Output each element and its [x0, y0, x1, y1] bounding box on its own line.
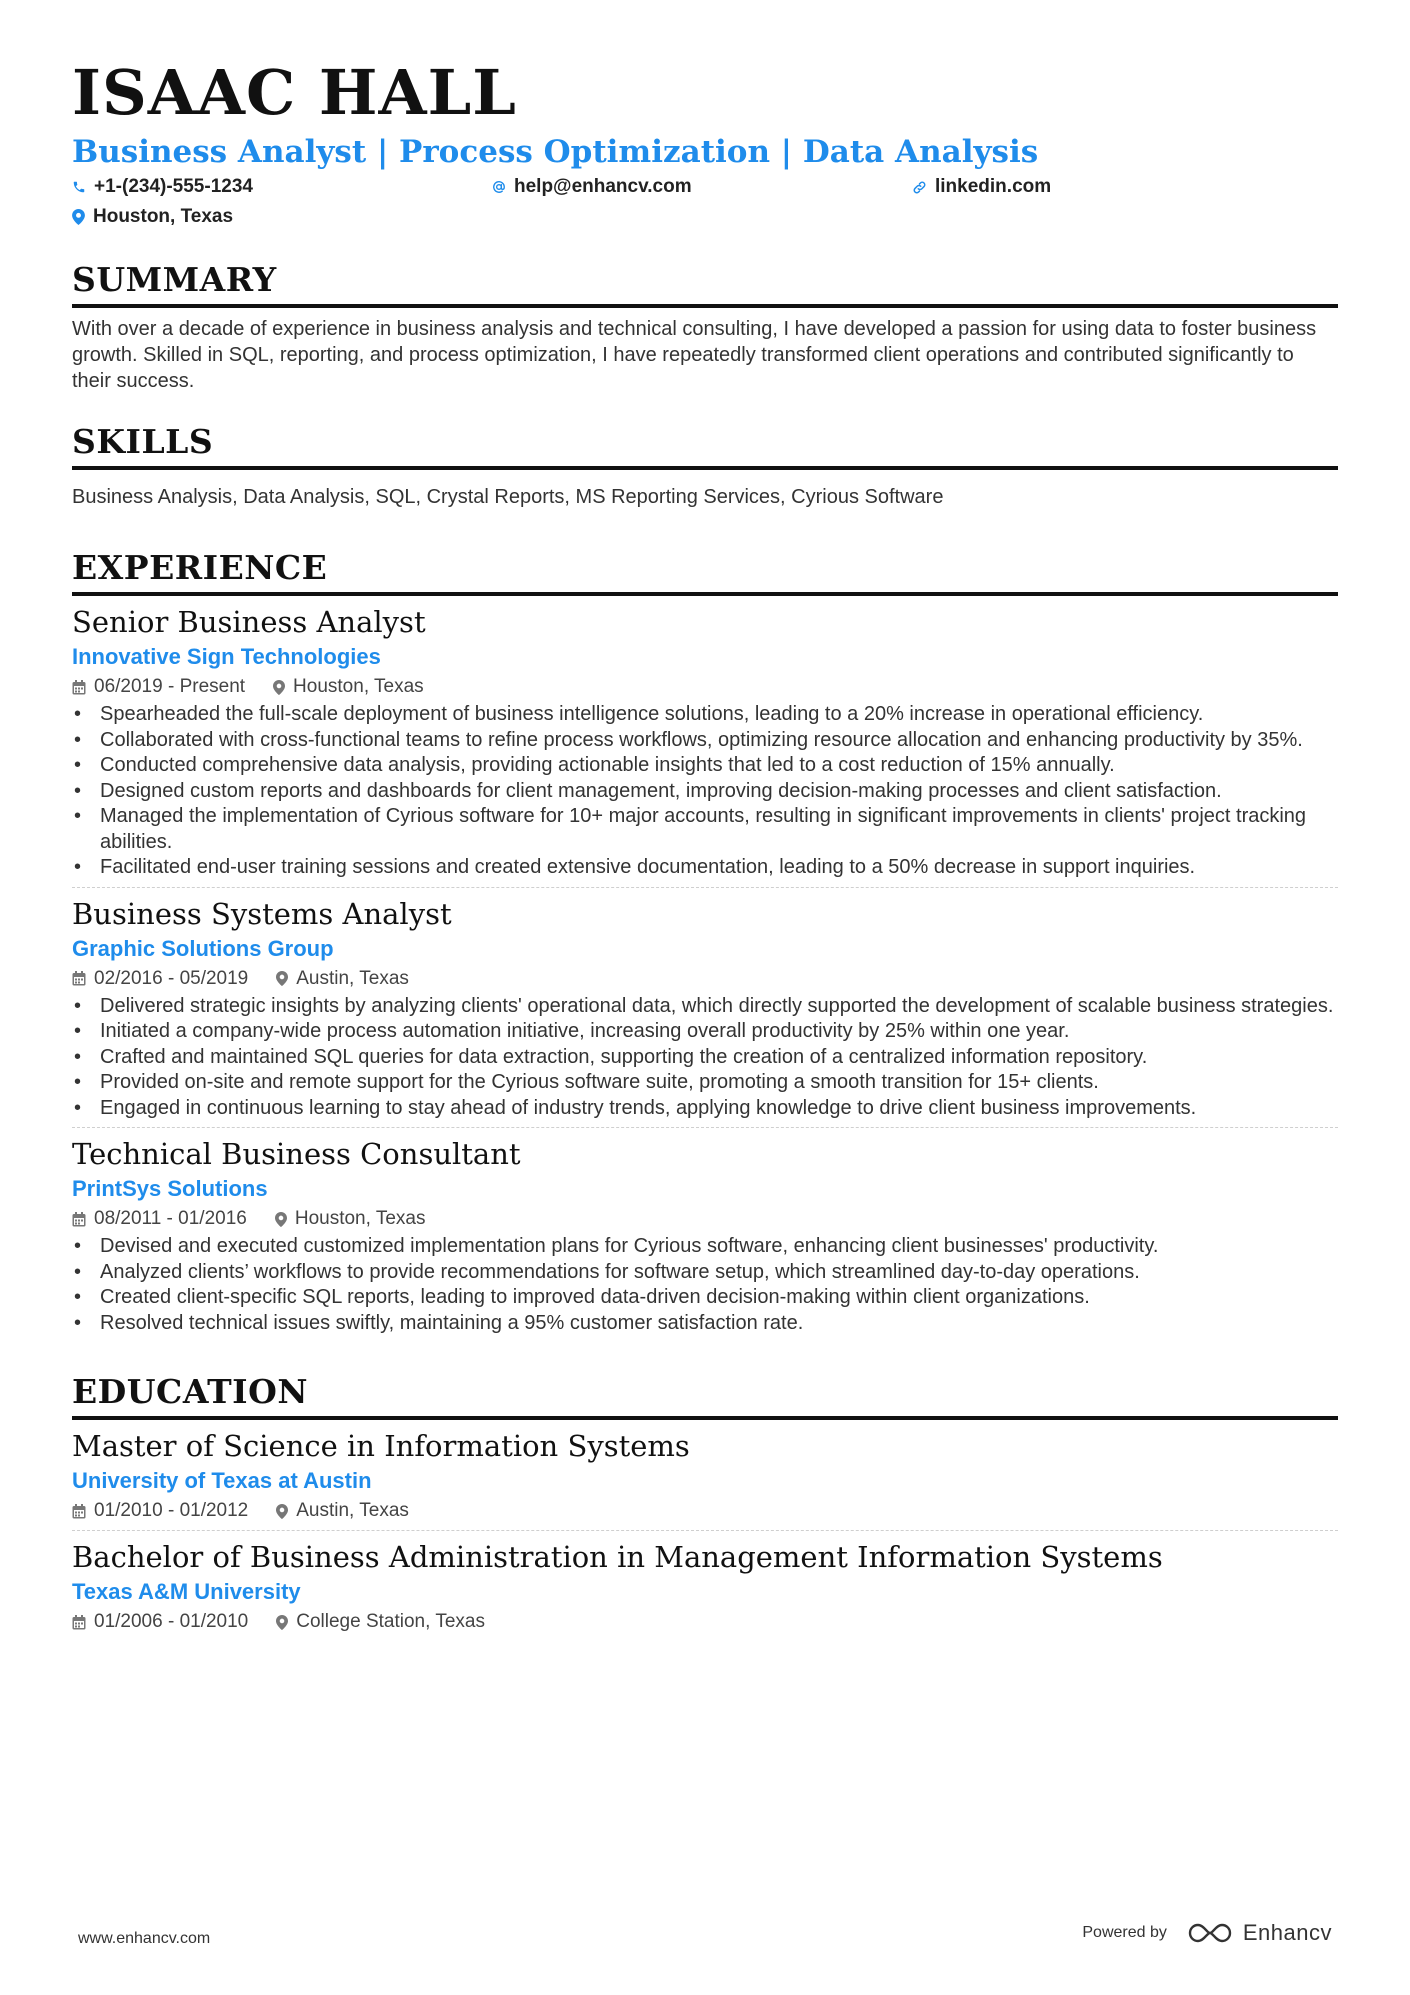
- education-title: EDUCATION: [72, 1372, 1338, 1420]
- experience-entry: [72, 888, 1338, 1129]
- experience-section: [72, 548, 1338, 1342]
- company-name: Graphic Solutions Group: [72, 935, 334, 961]
- education-dates: [72, 1498, 248, 1524]
- dates-text: 08/2011 - 01/2016: [94, 1208, 247, 1229]
- enhancv-logo-icon: [1187, 1921, 1233, 1945]
- achievement-item: • Facilitated end-user training sessions and created extensive documentation, leading to a 50% decrease in support inquiries.: [72, 855, 1338, 881]
- education-entry: [72, 1420, 1338, 1531]
- achievement-item: • Engaged in continuous learning to stay ahead of industry trends, applying knowledge to drive client business improvements.: [72, 1096, 1338, 1122]
- email-text: help@enhancv.com: [514, 176, 692, 197]
- location-text: Austin, Texas: [296, 967, 409, 989]
- achievement-list: [72, 702, 1338, 881]
- location-text: College Station, Texas: [296, 1611, 485, 1632]
- location-pin-icon: [276, 971, 288, 986]
- company-name: Innovative Sign Technologies: [72, 644, 381, 669]
- job-location: [275, 1206, 426, 1232]
- skills-text: Business Analysis, Data Analysis, SQL, Crystal Reports, MS Reporting Services, Cyrious Software: [72, 486, 944, 508]
- achievement-item: • Devised and executed customized implementation plans for Cyrious software, enhancing client businesses' productivity.: [72, 1234, 1338, 1260]
- location-pin-icon: [275, 1212, 287, 1227]
- location-pin-icon: [273, 680, 285, 695]
- education-entry: [72, 1531, 1338, 1641]
- phone-contact[interactable]: [72, 176, 492, 198]
- achievement-item: • Managed the implementation of Cyrious software for 10+ major accounts, resulting in significant improvements in clients' project tracking abilities.: [72, 804, 1338, 855]
- achievement-item: • Spearheaded the full-scale deployment of business intelligence solutions, leading to a 20% increase in operational efficiency.: [72, 702, 1338, 728]
- linkedin-contact[interactable]: [912, 176, 1292, 198]
- location-text: Austin, Texas: [296, 1500, 409, 1521]
- link-icon: [912, 180, 927, 195]
- at-icon: [492, 180, 506, 194]
- achievement-item: • Created client-specific SQL reports, leading to improved data-driven decision-making within client organizations.: [72, 1285, 1338, 1311]
- summary-section: [72, 260, 1338, 394]
- candidate-name: ISAAC HALL: [72, 56, 517, 129]
- job-title: Business Systems Analyst: [72, 896, 452, 931]
- calendar-icon: [72, 1615, 86, 1630]
- location-text: Houston, Texas: [294, 1208, 426, 1229]
- phone-icon: [72, 180, 86, 194]
- education-location: [276, 1498, 409, 1524]
- achievement-item: • Collaborated with cross-functional teams to refine process workflows, optimizing resource allocation and enhancing productivity by 35%.: [72, 728, 1338, 754]
- location-pin-icon: [276, 1504, 288, 1519]
- calendar-icon: [72, 680, 86, 695]
- footer-branding: [1082, 1920, 1332, 1946]
- location-pin-icon: [72, 209, 85, 225]
- calendar-icon: [72, 971, 86, 986]
- school-name: University of Texas at Austin: [72, 1468, 372, 1493]
- job-dates: [72, 966, 248, 992]
- education-location: [276, 1609, 485, 1635]
- job-dates: [72, 674, 245, 700]
- achievement-list: [72, 994, 1338, 1122]
- job-dates: [72, 1206, 247, 1232]
- dates-text: 02/2016 - 05/2019: [94, 967, 249, 989]
- achievement-item: • Crafted and maintained SQL queries for data extraction, supporting the creation of a centralized information repository.: [72, 1045, 1338, 1071]
- job-location: [276, 966, 409, 992]
- skills-section: [72, 422, 1338, 510]
- education-meta: [72, 1498, 1338, 1524]
- achievement-item: • Conducted comprehensive data analysis, providing actionable insights that led to a cost reduction of 15% annually.: [72, 753, 1338, 779]
- achievement-item: • Provided on-site and remote support for the Cyrious software suite, promoting a smooth transition for 15+ clients.: [72, 1070, 1338, 1096]
- job-meta: [72, 966, 1338, 992]
- job-location: [273, 674, 424, 700]
- education-section: [72, 1372, 1338, 1641]
- experience-title: EXPERIENCE: [72, 548, 1338, 596]
- location-contact: [72, 206, 492, 228]
- enhancv-logo[interactable]: [1187, 1920, 1332, 1946]
- achievement-item: • Resolved technical issues swiftly, maintaining a 95% customer satisfaction rate.: [72, 1311, 1338, 1337]
- job-meta: [72, 1206, 1338, 1232]
- location-text: Houston, Texas: [93, 206, 234, 227]
- achievement-item: • Designed custom reports and dashboards for client management, improving decision-making processes and client satisfaction.: [72, 779, 1338, 805]
- contact-info: [72, 176, 1338, 228]
- achievement-item: • Delivered strategic insights by analyzing clients' operational data, which directly supported the development of scalable business strategies.: [72, 994, 1338, 1020]
- location-pin-icon: [276, 1615, 288, 1630]
- dates-text: 01/2006 - 01/2010: [94, 1611, 249, 1632]
- phone-text: +1-(234)-555-1234: [94, 176, 253, 197]
- degree-title: Master of Science in Information Systems: [72, 1429, 690, 1463]
- achievement-item: • Analyzed clients’ workflows to provide recommendations for software setup, which streamlined day-to-day operations.: [72, 1260, 1338, 1286]
- brand-name: Enhancv: [1242, 1920, 1332, 1945]
- powered-by-text: Powered by: [1082, 1924, 1167, 1941]
- experience-entry: [72, 596, 1338, 888]
- headline: Business Analyst | Process Optimization | Data Analysis: [72, 134, 1039, 170]
- school-name: Texas A&M University: [72, 1579, 301, 1604]
- education-meta: [72, 1609, 1338, 1635]
- company-name: PrintSys Solutions: [72, 1176, 268, 1201]
- achievement-item: • Initiated a company-wide process automation initiative, increasing overall productivity by 25% within one year.: [72, 1019, 1338, 1045]
- education-dates: [72, 1609, 248, 1635]
- summary-title: SUMMARY: [72, 260, 1338, 308]
- job-title: Technical Business Consultant: [72, 1137, 521, 1171]
- job-title: Senior Business Analyst: [72, 605, 426, 639]
- job-meta: [72, 674, 1338, 700]
- calendar-icon: [72, 1212, 86, 1227]
- degree-title: Bachelor of Business Administration in Management Information Systems: [72, 1540, 1163, 1574]
- dates-text: 01/2010 - 01/2012: [94, 1500, 249, 1521]
- experience-entry: [72, 1128, 1338, 1342]
- achievement-list: [72, 1234, 1338, 1336]
- skills-title: SKILLS: [72, 422, 1338, 470]
- dates-text: 06/2019 - Present: [94, 676, 246, 697]
- location-text: Houston, Texas: [293, 676, 424, 697]
- summary-text: With over a decade of experience in business analysis and technical consulting, I have developed a passion for using data to foster business growth. Skilled in SQL, reporting, and process optimization, I have repeatedly transformed client operations and contributed significantly to their success.: [72, 318, 1317, 392]
- footer-website[interactable]: www.enhancv.com: [78, 1930, 211, 1947]
- email-contact[interactable]: [492, 176, 912, 198]
- linkedin-text: linkedin.com: [935, 176, 1052, 197]
- calendar-icon: [72, 1504, 86, 1519]
